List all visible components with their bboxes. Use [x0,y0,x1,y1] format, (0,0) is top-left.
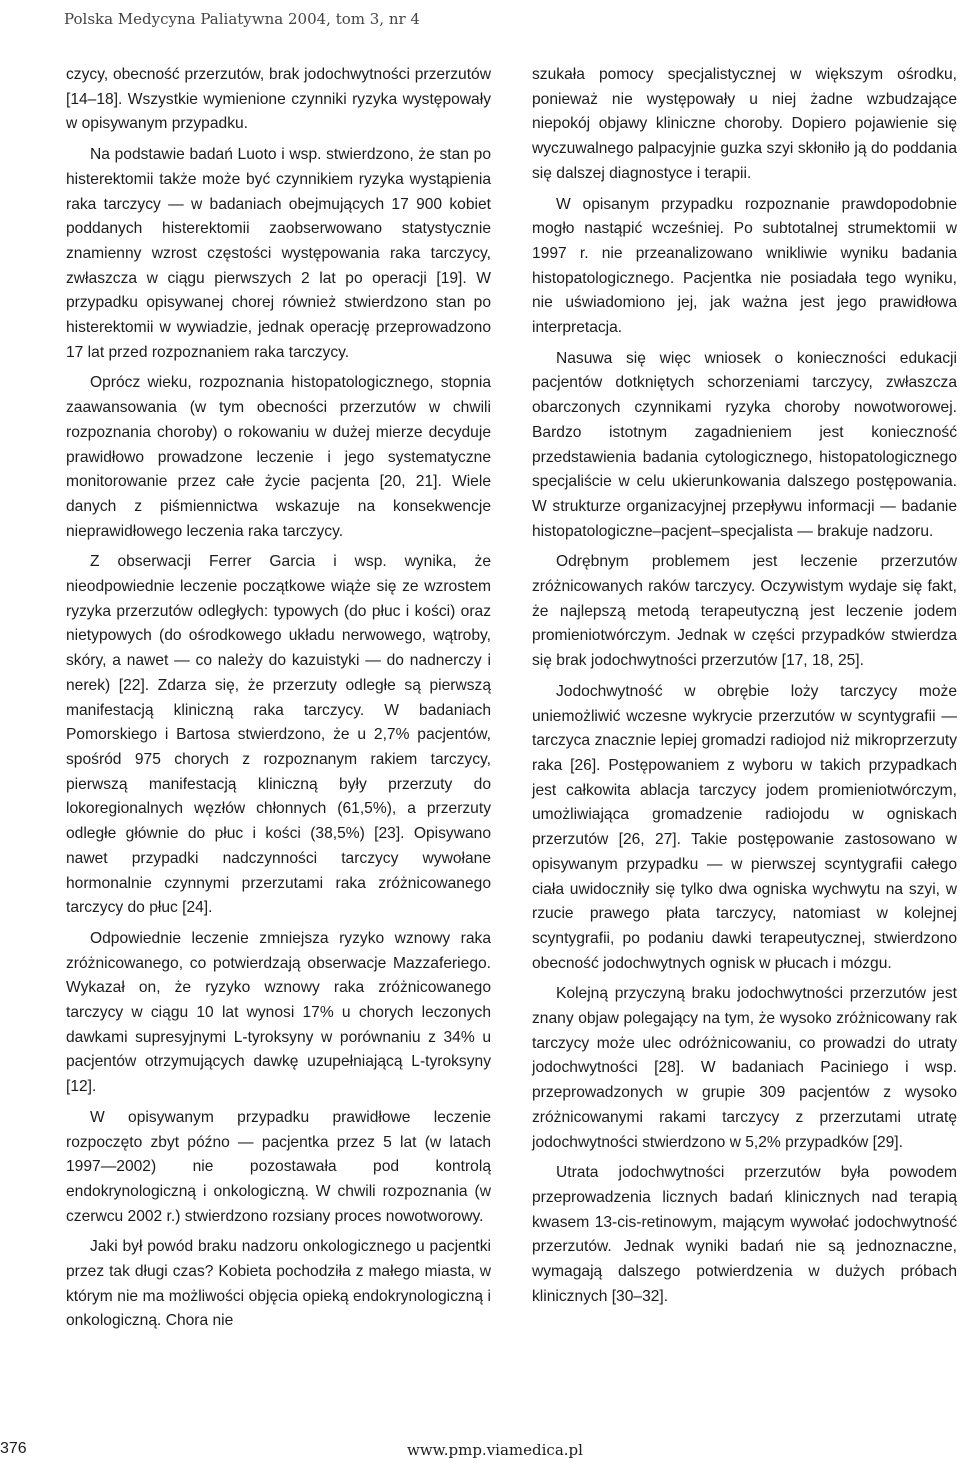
right-column [532,63,957,1309]
left-column [66,63,491,1334]
paragraph: Z obserwacji Ferrer Garcia i wsp. wynika, że nieodpowiednie leczenie początkowe wiąże się ze wzrostem ryzyka przerzutów odległych: typowych (do płuc i kości) oraz nietypowych (do ośrodkowego układu nerwowego, wątroby, skóry, a nawet — co należy do kazuistyki — do nadnerczy i nerek) [22]. Zdarza się, że przerzuty odległe są pierwszą manifestacją kliniczną raka tarczycy. W badaniach Pomorskiego i Bartosa stwierdzono, że u 2,7% pacjentów, spośród 975 chorych z rozpoznanym rakiem tarczycy, pierwszą manifestacją kliniczną były przerzuty do lokoregionalnych węzłów chłonnych (61,5%), a przerzuty odległe głównie do płuc i kości (38,5%) [23]. Opisywano nawet przypadki nadczynności tarczycy wywołane hormonalnie czynnymi przerzutami raka zróżnicowanego tarczycy do płuc [24]. [66,553,491,917]
running-head: Polska Medycyna Paliatywna 2004, tom 3, nr 4 [64,10,420,28]
paragraph: Nasuwa się więc wniosek o konieczności edukacji pacjentów dotkniętych schorzeniami tarczycy, zwłaszcza obarczonych czynnikami ryzyka choroby nowotworowej. Bardzo istotnym zagadnieniem jest konieczność przedstawienia badania cytologicznego, histopatologicznego specjaliście w celu ukierunkowania dalszego postępowania. W strukturze organizacyjnej przepływu informacji — badanie histopatologiczne–pacjent–specjalista — brakuje nadzoru. [532,349,957,540]
paragraph: W opisanym przypadku rozpoznanie prawdopodobnie mogło nastąpić wcześniej. Po subtotalnej strumektomii w 1997 r. nie przeanalizowano wnikliwie wyniku badania histopatologicznego. Pacjentka nie posiadała tego wyniku, nie uświadomiono jej, jak ważna jest jego prawidłowa interpretacja. [532,195,957,337]
journal-url[interactable]: www.pmp.viamedica.pl [407,1441,583,1459]
paragraph: W opisywanym przypadku prawidłowe leczenie rozpoczęto zbyt późno — pacjentka przez 5 lat (w latach 1997—2002) nie pozostawała pod kontrolą endokrynologiczną i onkologiczną. W chwili rozpoznania (w czerwcu 2002 r.) stwierdzono rozsiany proces nowotworowy. [66,1108,491,1225]
paragraph: szukała pomocy specjalistycznej w większym ośrodku, ponieważ nie występowały u niej żadne wzbudzające niepokój objawy kliniczne choroby. Dopiero pojawienie się wyczuwalnego palpacyjnie guzka szyi skłoniło ją do poddania się dalszej diagnostyce i terapii. [532,66,957,182]
paragraph: Oprócz wieku, rozpoznania histopatologicznego, stopnia zaawansowania (w tym obecności przerzutów w chwili rozpoznania choroby) o rokowaniu w dużej mierze decyduje prawidłowo prowadzone leczenie i jego systematyczne monitorowanie przez całe życie pacjenta [20, 21]. Wiele danych z piśmiennictwa wskazuje na konsekwencje nieprawidłowego leczenia raka tarczycy. [66,374,491,540]
paragraph: Jaki był powód braku nadzoru onkologicznego u pacjentki przez tak długi czas? Kobieta pochodziła z małego miasta, w którym nie ma możliwości objęcia opieką endokrynologiczną i onkologiczną. Chora nie [66,1238,491,1330]
paragraph: Na podstawie badań Luoto i wsp. stwierdzono, że stan po histerektomii także może być czynnikiem ryzyka wystąpienia raka tarczycy — w badaniach obejmujących 17 900 kobiet poddanych histerektomii zaobserwowano statystycznie znamienny wzrost częstości występowania raka tarczycy, zwłaszcza w ciągu pierwszych 2 lat po operacji [19]. W przypadku opisywanej chorej również stwierdzono stan po histerektomii w wywiadzie, jednak operację przeprowadzono 17 lat przed rozpoznaniem raka tarczycy. [66,146,491,361]
paragraph: Jodochwytność w obrębie loży tarczycy może uniemożliwić wczesne wykrycie przerzutów w scyntygrafii — tarczyca znacznie lepiej gromadzi radiojod niż mikroprzerzuty raka [26]. Postępowaniem z wyboru w takich przypadkach jest całkowita ablacja tarczycy jodem promieniotwórczym, umożliwiająca gromadzenie radiojodu w ogniskach przerzutów [26, 27]. Takie postępowanie zastosowano w opisywanym przypadku — w pierwszej scyntygrafii całego ciała uwidoczniły się tylko dwa ogniska wychwytu na szyi, w rzucie prawego płata tarczycy, natomiast w kolejnej scyntygrafii, po podaniu dawki terapeutycznej, stwierdzono obecność jodochwytnych ognisk w płucach i mózgu. [532,682,957,972]
paragraph: czycy, obecność przerzutów, brak jodochwytności przerzutów [14–18]. Wszystkie wymienione czynniki ryzyka występowały w opisywanym przypadku. [66,66,491,133]
paragraph: Odrębnym problemem jest leczenie przerzutów zróżnicowanych raków tarczycy. Oczywistym wydaje się fakt, że najlepszą metodą terapeutyczną jest leczenie jodem promieniotwórczym. Jednak w części przypadków stwierdza się brak jodochwytności przerzutów [17, 18, 25]. [532,553,957,670]
paragraph: Odpowiednie leczenie zmniejsza ryzyko wznowy raka zróżnicowanego, co potwierdzają obserwacje Mazzaferiego. Wykazał on, że ryzyko wznowy raka zróżnicowanego tarczycy w ciągu 10 lat wynosi 17% u chorych leczonych dawkami supresyjnymi L-tyroksyny w porównaniu z 34% u pacjentów otrzymujących dawkę uzupełniającą L-tyroksyny [12]. [66,929,491,1096]
paragraph: Kolejną przyczyną braku jodochwytności przerzutów jest znany objaw polegający na tym, że wysoko zróżnicowany rak tarczycy może ulec odróżnicowaniu, co prowadzi do utraty jodochwytności [28]. W badaniach Paciniego i wsp. przeprowadzonych w grupie 309 pacjentów z wysoko zróżnicowanymi rakami tarczycy z przerzutami utratę jodochwytności stwierdzono w 5,2% przypadków [29]. [532,985,957,1151]
paragraph: Utrata jodochwytności przerzutów była powodem przeprowadzenia licznych badań klinicznych nad terapią kwasem 13-cis-retinowym, mającym wywołać jodochwytność przerzutów. Jednak wyniki badań nie są jednoznaczne, wymagają dalszego potwierdzenia w dużych próbach klinicznych [30–32]. [532,1164,957,1305]
page-number: 376 [0,1440,27,1457]
